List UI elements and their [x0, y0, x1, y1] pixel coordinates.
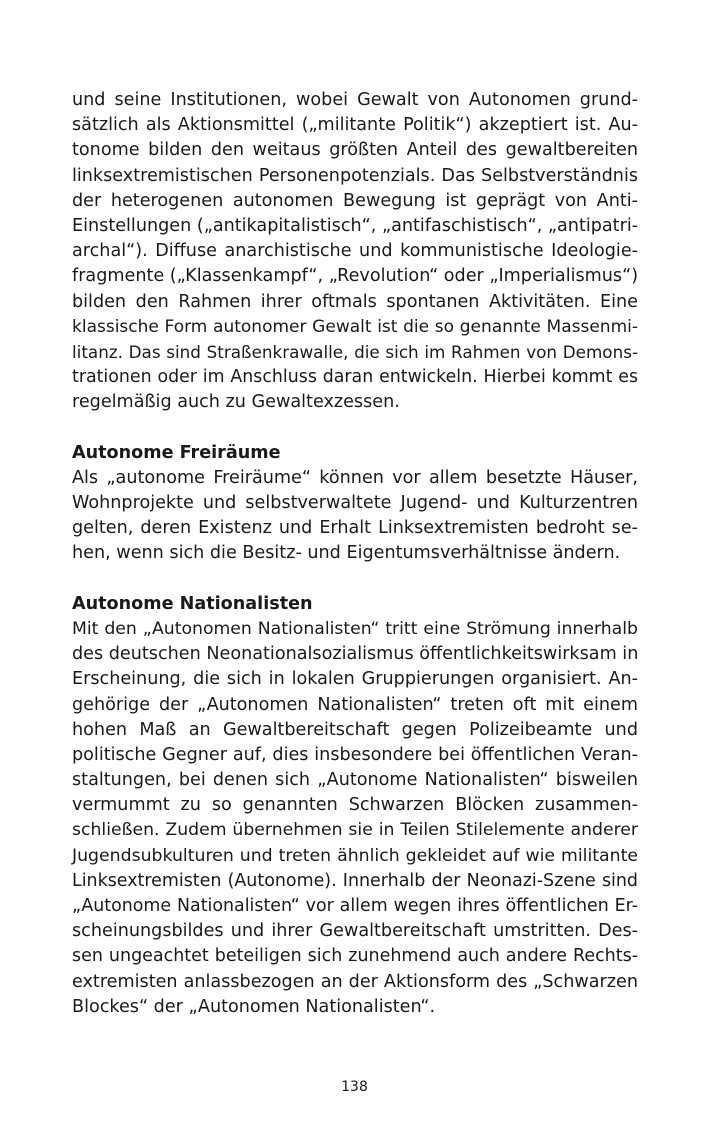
text-line: „Autonome Nationalisten“ vor allem wegen ihres öffentlichen Er- [72, 896, 638, 916]
section-heading: Autonome Nationalisten [72, 593, 313, 614]
text-line: fragmente („Klassenkampf“, „Revolution“ oder „Imperialismus“) [72, 266, 639, 287]
text-line: Linksextremisten (Autonome). Innerhalb der Neonazi-Szene sind [72, 870, 638, 891]
text-line: Wohnprojekte und selbstverwaltete Jugend- und Kulturzentren [72, 493, 638, 513]
text-line: Jugendsubkulturen und treten ähnlich gekleidet auf wie militante [72, 845, 638, 866]
text-line: scheinungsbildes und ihrer Gewaltbereitschaft umstritten. Des- [72, 921, 638, 942]
text-line: sätzlich als Aktionsmittel („militante Politik“) akzeptiert ist. Au- [72, 115, 638, 136]
text-line: politische Gegner auf, dies insbesondere bei öffentlichen Veran- [72, 744, 638, 765]
text-line: hohen Maß an Gewaltbereitschaft gegen Polizeibeamte und [72, 719, 638, 740]
text-line: staltungen, bei denen sich „Autonome Nationalisten“ bisweilen [72, 770, 638, 791]
text-line: tonome bilden den weitaus größten Anteil des gewaltbereiten [72, 140, 638, 161]
text-line: sen ungeachtet beteiligen sich zunehmend auch andere Rechts- [72, 946, 638, 967]
text-line: Als „autonome Freiräume“ können vor allem besetzte Häuser, [72, 467, 638, 488]
paragraph-gap [72, 415, 638, 440]
section-autonome-freiraeume [72, 441, 638, 567]
text-line: klassische Form autonomer Gewalt ist die so genannte Massenmi- [72, 316, 638, 337]
intro-paragraph [72, 88, 638, 415]
text-line: trationen oder im Anschluss daran entwickeln. Hierbei kommt es [72, 367, 638, 388]
text-line: archal“). Diffuse anarchistische und kommunistische Ideologie- [72, 241, 638, 262]
text-line: vermummt zu so genannten Schwarzen Blöcken zusammen- [72, 795, 638, 816]
section-heading: Autonome Freiräume [72, 442, 281, 463]
text-line: gelten, deren Existenz und Erhalt Linksextremisten bedroht se- [72, 518, 638, 539]
text-line: Blockes“ der „Autonomen Nationalisten“. [72, 996, 436, 1017]
page-number: 138 [341, 1079, 368, 1095]
text-line: extremisten anlassbezogen an der Aktionsform des „Schwarzen [72, 971, 638, 992]
text-line: schließen. Zudem übernehmen sie in Teilen Stilelemente anderer [72, 820, 638, 841]
text-line: der heterogenen autonomen Bewegung ist geprägt von Anti- [72, 190, 638, 211]
text-line: linksextremistischen Personenpotenzials. Das Selbstverständnis [72, 165, 638, 186]
page-body [72, 88, 638, 1020]
text-line: Einstellungen („antikapitalistisch“, „antifaschistisch“, „antipatri- [72, 215, 639, 236]
text-line: Mit den „Autonomen Nationalisten“ tritt eine Strömung innerhalb [72, 618, 638, 639]
text-line: Erscheinung, die sich in lokalen Gruppierungen organisiert. An- [72, 669, 638, 690]
text-line: litanz. Das sind Straßenkrawalle, die sich im Rahmen von Demons- [72, 341, 638, 362]
text-line: regelmäßig auch zu Gewaltexzessen. [72, 392, 400, 413]
paragraph-gap [72, 567, 638, 592]
text-line: und seine Institutionen, wobei Gewalt von Autonomen grund- [72, 90, 638, 110]
text-line: des deutschen Neonationalsozialismus öffentlichkeitswirksam in [72, 644, 639, 665]
text-line: bilden den Rahmen ihrer oftmals spontanen Aktivitäten. Eine [72, 291, 638, 312]
section-autonome-nationalisten [72, 592, 638, 1020]
text-line: gehörige der „Autonomen Nationalisten“ treten oft mit einem [72, 694, 638, 715]
text-line: hen, wenn sich die Besitz- und Eigentumsverhältnisse ändern. [72, 543, 621, 564]
